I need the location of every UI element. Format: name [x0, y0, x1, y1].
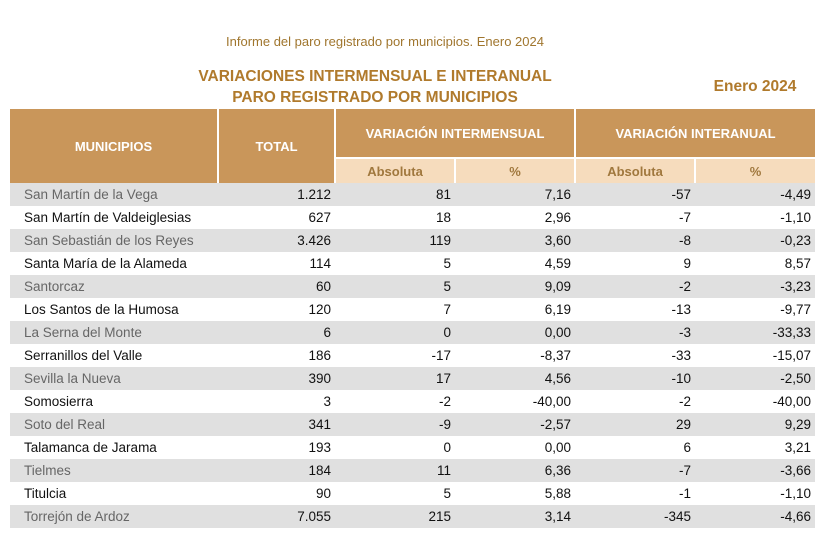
cell-interanual-pct: -3,23 [695, 275, 815, 298]
cell-municipio: Serranillos del Valle [10, 344, 218, 367]
cell-intermensual-pct: 0,00 [455, 436, 575, 459]
cell-interanual-pct: -9,77 [695, 298, 815, 321]
cell-municipio: Sevilla la Nueva [10, 367, 218, 390]
subheader-intermensual-absoluta: Absoluta [335, 158, 455, 183]
cell-interanual-absoluta: -33 [575, 344, 695, 367]
table-row [10, 367, 815, 390]
table-row [10, 344, 815, 367]
cell-intermensual-pct: 2,96 [455, 206, 575, 229]
table-body [10, 183, 815, 528]
cell-intermensual-absoluta: 5 [335, 252, 455, 275]
cell-intermensual-absoluta: 215 [335, 505, 455, 528]
cell-intermensual-absoluta: -17 [335, 344, 455, 367]
cell-total: 114 [218, 252, 335, 275]
table-row [10, 459, 815, 482]
cell-total: 193 [218, 436, 335, 459]
header-variacion-interanual: VARIACIÓN INTERANUAL [575, 109, 815, 158]
cell-intermensual-pct: 0,00 [455, 321, 575, 344]
cell-interanual-absoluta: -1 [575, 482, 695, 505]
cell-intermensual-absoluta: 119 [335, 229, 455, 252]
cell-intermensual-pct: -2,57 [455, 413, 575, 436]
table-row [10, 482, 815, 505]
cell-total: 186 [218, 344, 335, 367]
table-row [10, 413, 815, 436]
cell-interanual-absoluta: -13 [575, 298, 695, 321]
cell-total: 390 [218, 367, 335, 390]
cell-intermensual-pct: 6,36 [455, 459, 575, 482]
cell-municipio: Titulcia [10, 482, 218, 505]
cell-interanual-pct: 9,29 [695, 413, 815, 436]
cell-interanual-absoluta: -8 [575, 229, 695, 252]
cell-municipio: San Martín de Valdeiglesias [10, 206, 218, 229]
title-line-2: PARO REGISTRADO POR MUNICIPIOS [232, 89, 518, 106]
unemployment-table [10, 109, 815, 528]
cell-interanual-absoluta: -345 [575, 505, 695, 528]
cell-interanual-absoluta: 6 [575, 436, 695, 459]
header-municipios: MUNICIPIOS [10, 109, 218, 183]
cell-intermensual-pct: -8,37 [455, 344, 575, 367]
table-row [10, 505, 815, 528]
cell-total: 3.426 [218, 229, 335, 252]
subheader-interanual-pct: % [695, 158, 815, 183]
cell-interanual-pct: 8,57 [695, 252, 815, 275]
table-row [10, 275, 815, 298]
cell-interanual-pct: -33,33 [695, 321, 815, 344]
cell-intermensual-absoluta: 0 [335, 321, 455, 344]
cell-total: 7.055 [218, 505, 335, 528]
cell-intermensual-absoluta: 5 [335, 482, 455, 505]
cell-interanual-absoluta: -3 [575, 321, 695, 344]
cell-interanual-absoluta: -2 [575, 275, 695, 298]
table-row [10, 252, 815, 275]
cell-intermensual-absoluta: 81 [335, 183, 455, 206]
cell-total: 6 [218, 321, 335, 344]
cell-interanual-absoluta: -10 [575, 367, 695, 390]
cell-intermensual-pct: 3,14 [455, 505, 575, 528]
cell-municipio: Torrejón de Ardoz [10, 505, 218, 528]
cell-intermensual-absoluta: 7 [335, 298, 455, 321]
cell-interanual-absoluta: 29 [575, 413, 695, 436]
cell-interanual-pct: -1,10 [695, 482, 815, 505]
cell-interanual-pct: 3,21 [695, 436, 815, 459]
cell-intermensual-absoluta: 17 [335, 367, 455, 390]
table-row [10, 229, 815, 252]
cell-total: 341 [218, 413, 335, 436]
header-variacion-intermensual: VARIACIÓN INTERMENSUAL [335, 109, 575, 158]
cell-intermensual-pct: 5,88 [455, 482, 575, 505]
cell-intermensual-pct: -40,00 [455, 390, 575, 413]
cell-total: 90 [218, 482, 335, 505]
cell-municipio: La Serna del Monte [10, 321, 218, 344]
cell-intermensual-pct: 6,19 [455, 298, 575, 321]
report-period: Enero 2024 [713, 78, 797, 95]
title-line-1: VARIACIONES INTERMENSUAL E INTERANUAL [198, 68, 552, 85]
cell-interanual-absoluta: -57 [575, 183, 695, 206]
cell-intermensual-pct: 3,60 [455, 229, 575, 252]
table-row [10, 206, 815, 229]
cell-intermensual-pct: 4,56 [455, 367, 575, 390]
cell-municipio: Santa María de la Alameda [10, 252, 218, 275]
cell-intermensual-absoluta: 11 [335, 459, 455, 482]
table-row [10, 321, 815, 344]
table-row [10, 298, 815, 321]
cell-interanual-pct: -2,50 [695, 367, 815, 390]
report-title [100, 66, 650, 108]
cell-municipio: San Sebastián de los Reyes [10, 229, 218, 252]
table-row [10, 183, 815, 206]
cell-municipio: Somosierra [10, 390, 218, 413]
header-total: TOTAL [218, 109, 335, 183]
cell-total: 120 [218, 298, 335, 321]
cell-intermensual-absoluta: -2 [335, 390, 455, 413]
cell-intermensual-pct: 9,09 [455, 275, 575, 298]
cell-municipio: Talamanca de Jarama [10, 436, 218, 459]
report-subtitle: Informe del paro registrado por municipios. Enero 2024 [226, 34, 544, 49]
cell-total: 184 [218, 459, 335, 482]
cell-total: 60 [218, 275, 335, 298]
cell-interanual-pct: -3,66 [695, 459, 815, 482]
cell-interanual-absoluta: 9 [575, 252, 695, 275]
cell-total: 1.212 [218, 183, 335, 206]
cell-intermensual-absoluta: 18 [335, 206, 455, 229]
cell-interanual-pct: -40,00 [695, 390, 815, 413]
cell-interanual-pct: -4,66 [695, 505, 815, 528]
subheader-interanual-absoluta: Absoluta [575, 158, 695, 183]
cell-intermensual-pct: 4,59 [455, 252, 575, 275]
cell-municipio: Santorcaz [10, 275, 218, 298]
cell-intermensual-absoluta: 0 [335, 436, 455, 459]
cell-interanual-absoluta: -7 [575, 459, 695, 482]
subheader-intermensual-pct: % [455, 158, 575, 183]
cell-interanual-pct: -15,07 [695, 344, 815, 367]
cell-municipio: San Martín de la Vega [10, 183, 218, 206]
cell-interanual-absoluta: -2 [575, 390, 695, 413]
cell-municipio: Tielmes [10, 459, 218, 482]
cell-interanual-pct: -4,49 [695, 183, 815, 206]
table-row [10, 390, 815, 413]
cell-total: 3 [218, 390, 335, 413]
cell-intermensual-pct: 7,16 [455, 183, 575, 206]
cell-interanual-absoluta: -7 [575, 206, 695, 229]
table-row [10, 436, 815, 459]
cell-intermensual-absoluta: 5 [335, 275, 455, 298]
cell-intermensual-absoluta: -9 [335, 413, 455, 436]
cell-interanual-pct: -1,10 [695, 206, 815, 229]
cell-interanual-pct: -0,23 [695, 229, 815, 252]
cell-municipio: Soto del Real [10, 413, 218, 436]
cell-total: 627 [218, 206, 335, 229]
cell-municipio: Los Santos de la Humosa [10, 298, 218, 321]
